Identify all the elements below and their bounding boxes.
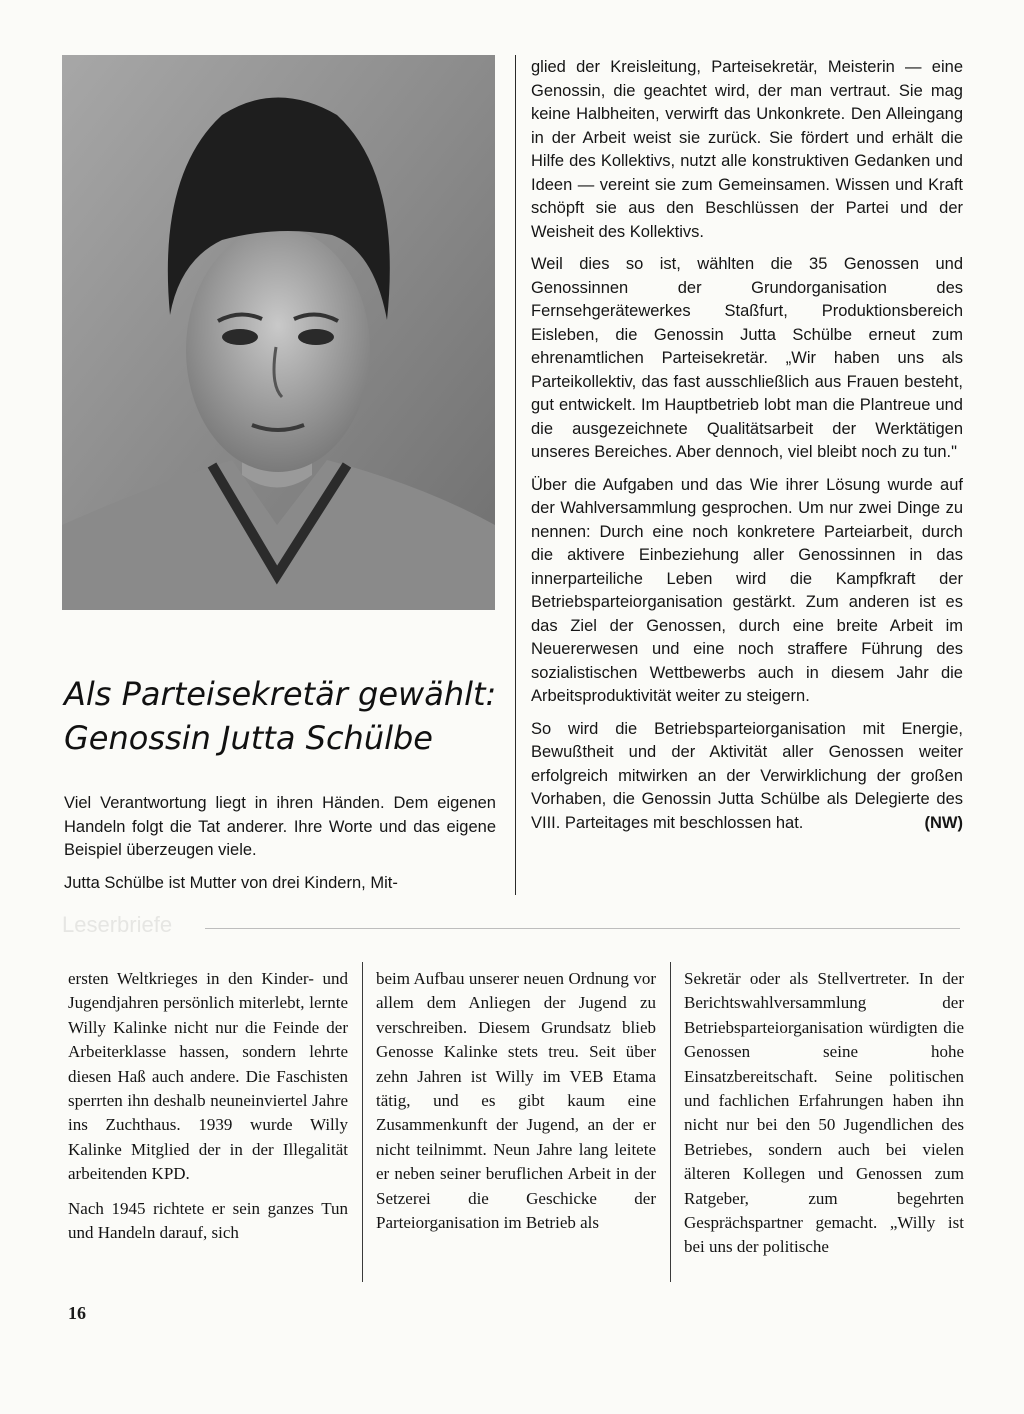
body-paragraph: Weil dies so ist, wählten die 35 Genossen und Genossinnen der Grundorganisation des Fernsehgerätewerkes Staßfurt, Produktionsbereich Eisleben, die Genossin Jutta Schülbe erneut zum ehrenamtlichen Parteisekretär. „Wir haben uns als Parteikollektiv, das fast ausschließlich aus Frauen besteht, gut entwickelt. Im Hauptbetrieb lobt man die Plantreue und die ausgezeichnete Qualitätsarbeit der Werktätigen unseres Bereiches. Aber dennoch, viel bleibt noch zu tun." [531, 255, 963, 461]
section-divider [205, 928, 960, 929]
intro-paragraph: Viel Verantwortung liegt in ihren Händen. Dem eigenen Handeln folgt die Tat anderer. Ihre Worte und das eigene Beispiel überzeugen viele. [64, 794, 496, 859]
article-intro [64, 792, 496, 904]
body-paragraph: beim Aufbau unserer neuen Ordnung vor allem dem Anliegen der Jugend zu verschreiben. Diesem Grundsatz blieb Genosse Kalinke stets treu. Seit über zehn Jahren ist Willy im VEB Etama tätig, und es gibt kaum eine Zusammenkunft der Jugend, an der er nicht teilnimmt. Neun Jahre lang leitete er neben seiner beruflichen Arbeit in der Setzerei die Geschicke der Parteiorganisation im Betrieb als [376, 969, 656, 1233]
article2-column-1 [68, 967, 348, 1255]
article-right-column [531, 56, 963, 844]
column-divider [670, 962, 671, 1282]
page-number: 16 [68, 1303, 86, 1323]
body-paragraph: Über die Aufgaben und das Wie ihrer Lösung wurde auf der Wahlversammlung gesprochen. Um nur zwei Dinge zu nennen: Durch eine noch konkretere Parteiarbeit, durch die aktivere Einbeziehung aller Genossinnen in das innerparteiliche Leben wird die Kampfkraft der Betriebsparteiorganisation gestärkt. Zum anderen ist es das Ziel der Genossen, durch eine breite Arbeit im Neuererwesen und eine noch straffere Führung des sozialistischen Wettbewerbs auch in diesem Jahr die Arbeitsproduktivität weiter zu steigern. [531, 475, 963, 705]
intro-paragraph: Jutta Schülbe ist Mutter von drei Kindern, Mit- [64, 873, 398, 892]
portrait-illustration [62, 55, 495, 610]
body-paragraph: glied der Kreisleitung, Parteisekretär, Meisterin — eine Genossin, die geachtet wird, der man vertraut. Sie mag keine Halbheiten, verwirft das Unkonkrete. Den Alleingang in der Arbeit weist sie zurück. Sie fördert und erhält die Hilfe des Kollektivs, nutzt alle konstruktiven Gedanken und Ideen — vereint sie zum Gemeinsamen. Wissen und Kraft schöpft sie aus den Beschlüssen der Partei und der Weisheit des Kollektivs. [531, 58, 963, 241]
column-divider [515, 55, 516, 895]
body-paragraph: ersten Weltkrieges in den Kinder- und Jugendjahren persönlich miterlebt, lernte Willy Kalinke nicht nur die Feinde der Arbeiterklasse hassen, sondern lehrte diesen Haß auch andere. Die Faschisten sperrten ihn deshalb neuneinviertel Jahre ins Zuchthaus. 1939 wurde Willy Kalinke Mitglied der in der Illegalität arbeitenden KPD. [68, 969, 348, 1184]
body-paragraph: Sekretär oder als Stellvertreter. In der Berichtswahlversammlung der Betriebsparteiorganisation würdigten die Genossen seine hohe Einsatzbereitschaft. Seine politischen und fachlichen Erfahrungen haben ihn nicht nur bei den 50 Jugendlichen des Betriebes, sondern auch bei vielen älteren Kollegen und Genossen zum Ratgeber, zum begehrten Gesprächspartner gemacht. „Willy ist bei uns der politische [684, 969, 964, 1257]
article-headline [64, 672, 504, 760]
body-paragraph: Nach 1945 richtete er sein ganzes Tun und Handeln darauf, sich [68, 1198, 348, 1243]
section-label: Leserbriefe [62, 912, 173, 937]
article2-column-3 [684, 967, 964, 1270]
closing-text: So wird die Betriebsparteiorganisation mit Energie, Bewußtheit und der Aktivität aller Genossen weiter erfolgreich mitwirken an der Verwirklichung der großen Vorhaben, die Genossin Jutta Schülbe als Delegierte des VIII. Parteitages mit beschlossen hat. [531, 719, 963, 832]
author-signature: (NW) [924, 813, 963, 832]
headline-line-1: Als Parteisekretär gewählt: [64, 675, 497, 713]
headline-line-2: Genossin Jutta Schülbe [64, 719, 433, 757]
article2-column-2 [376, 967, 656, 1245]
column-divider [362, 962, 363, 1282]
body-paragraph [531, 718, 963, 836]
portrait-photo [62, 55, 495, 610]
